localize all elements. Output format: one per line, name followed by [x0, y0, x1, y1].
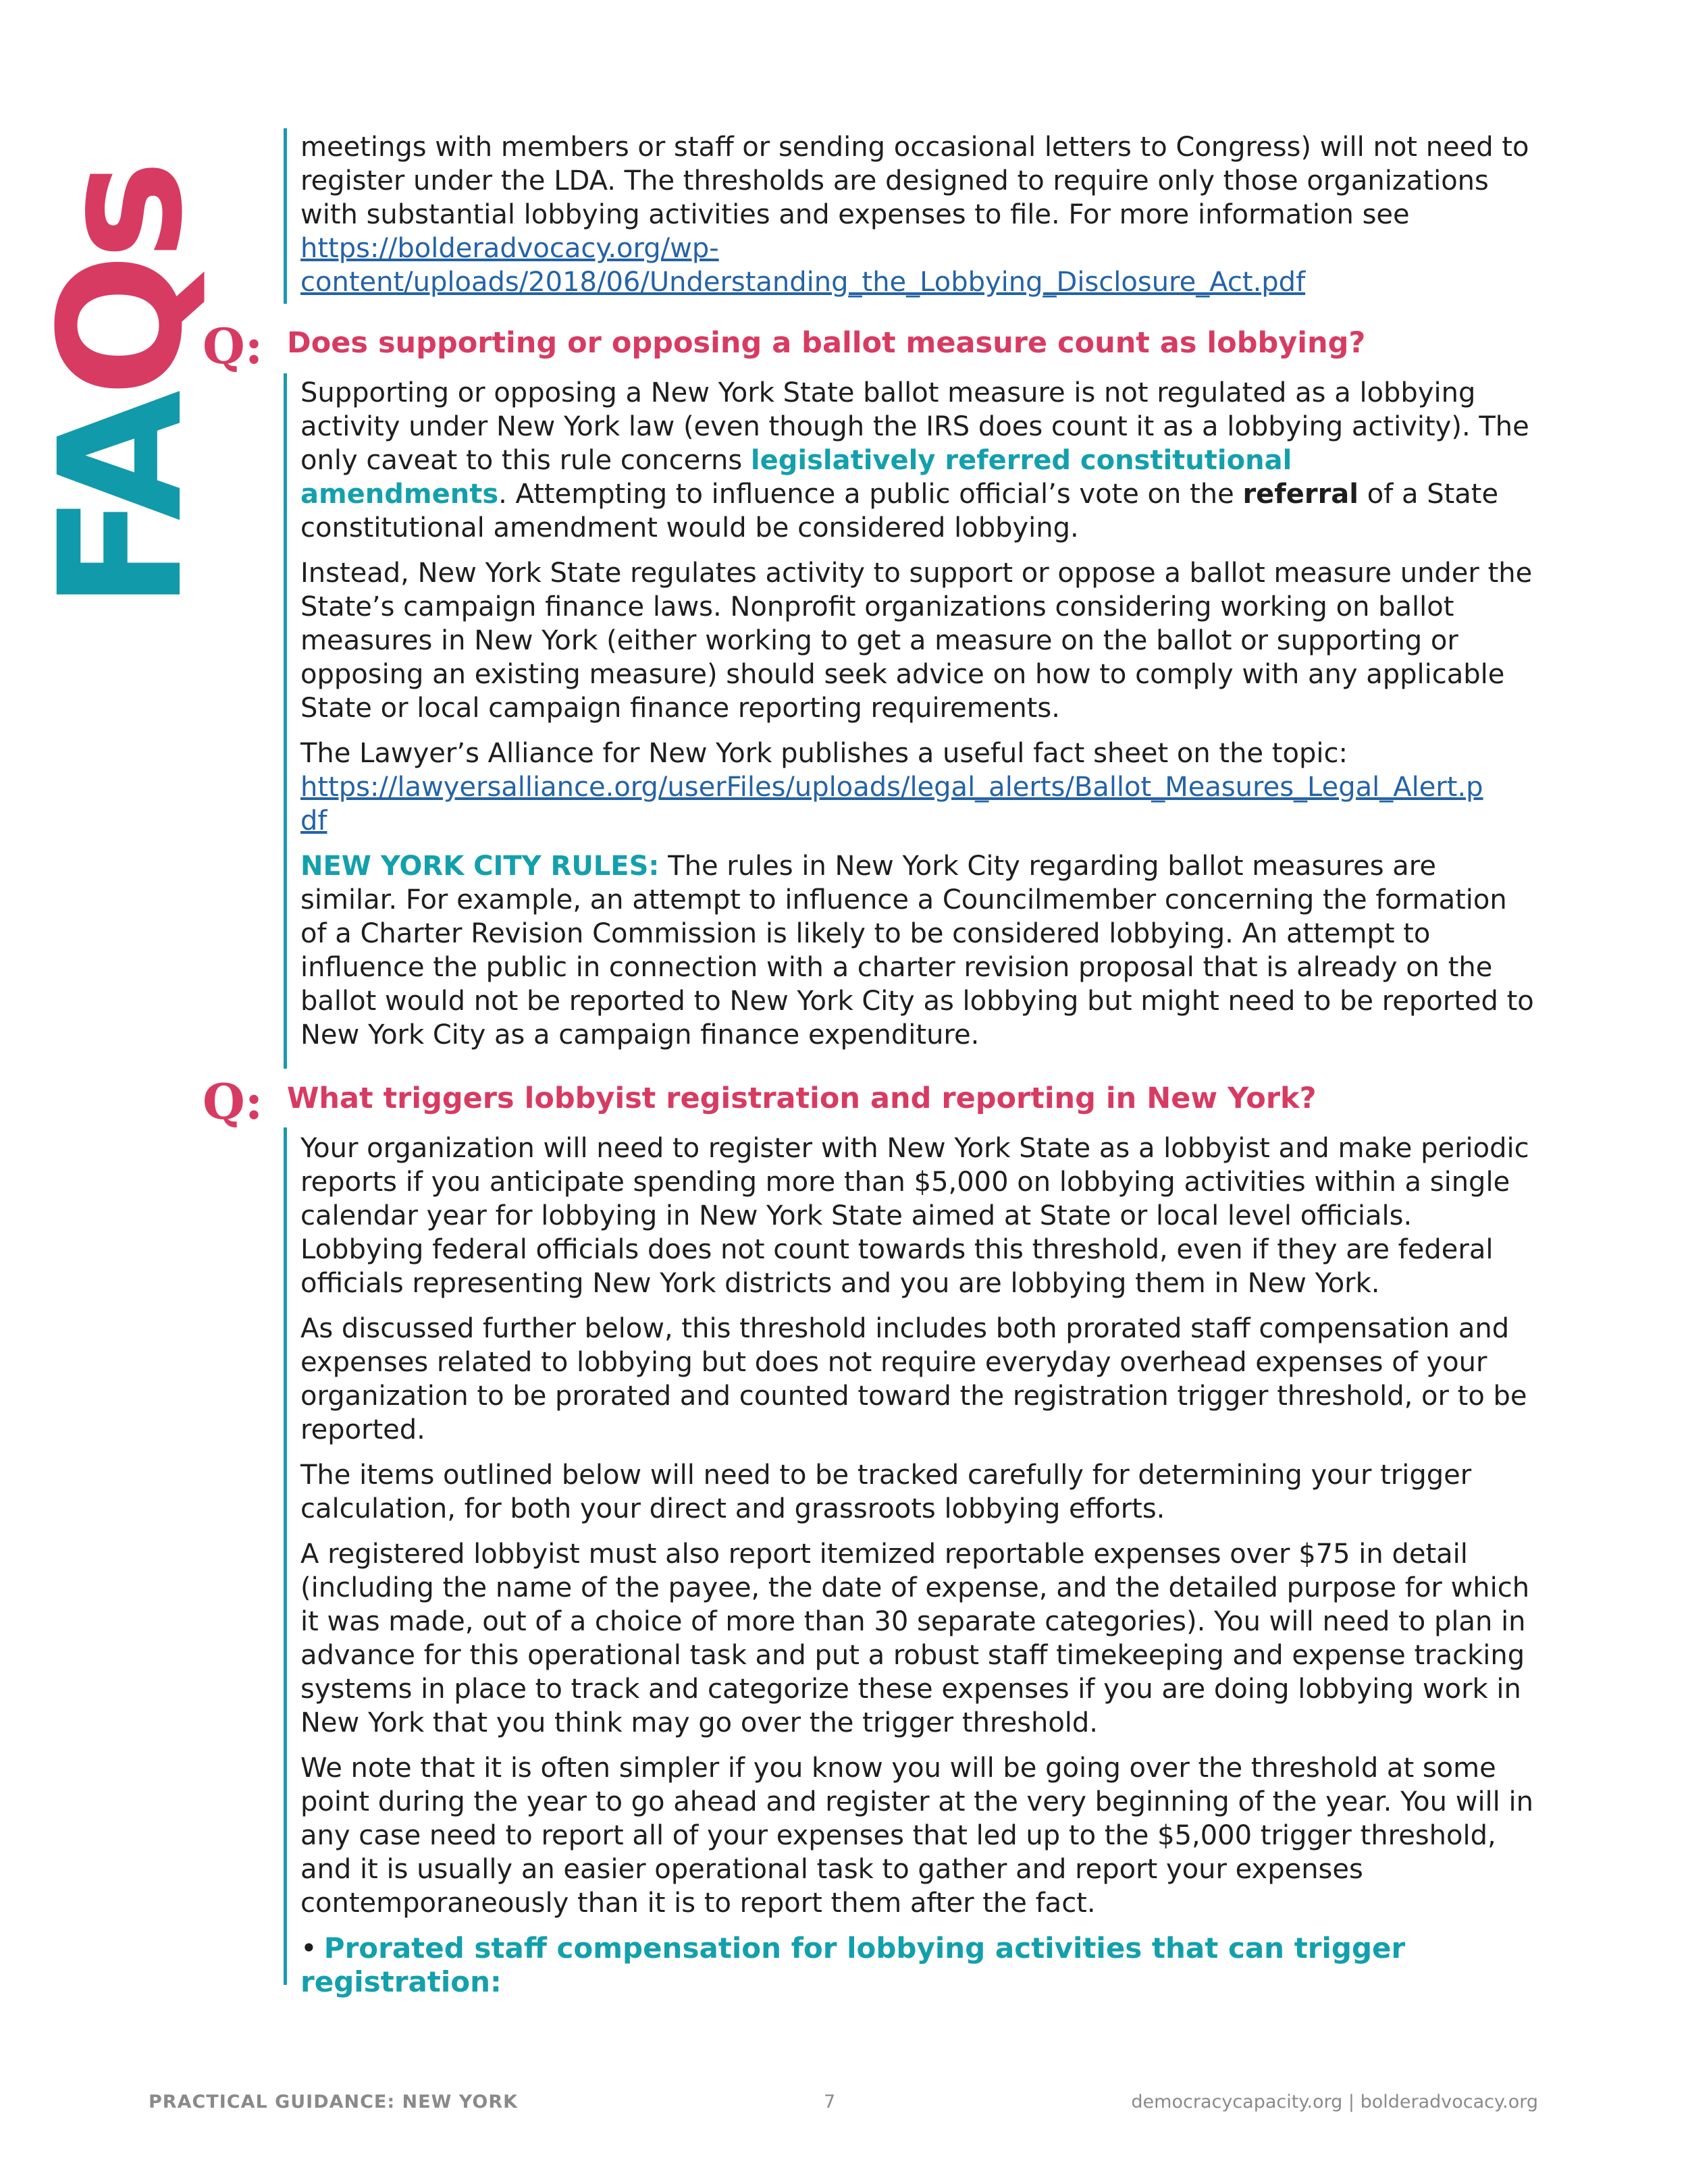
q2-paragraph-4: A registered lobbyist must also report itemized reportable expenses over $75 in detail (including the name of the payee, the date of expense, and the detailed purpose for which it was made, out of a choice of more than 30 separate categories). You will need to plan in advance for this operational task and put a robust staff timekeeping and expense tracking systems in place to track and categorize these expenses if you are doing lobbying work in New York that you think may go over the trigger threshold.: [300, 1539, 1530, 1738]
q1-question: Does supporting or opposing a ballot measure count as lobbying?: [287, 326, 1366, 360]
lawyers-alliance-link-part1[interactable]: https://lawyersalliance.org/userFiles/uploads/legal_alerts/Ballot_Measures_Legal_Alert.p: [300, 772, 1483, 803]
q2-paragraph-3: The items outlined below will need to be tracked carefully for determining your trigger calculation, for both your direct and grassroots lobbying efforts.: [300, 1460, 1472, 1524]
bullet-dot: •: [300, 1932, 317, 1965]
q1-highlight-2: amendments: [300, 479, 499, 510]
lda-link-part2[interactable]: content/uploads/2018/06/Understanding_the_Lobbying_Disclosure_Act.pdf: [300, 267, 1306, 298]
footer-right: democracycapacity.org | bolderadvocacy.org: [1131, 2092, 1538, 2112]
faqs-label-part1: FA: [23, 396, 219, 610]
faqs-label-part2: Qs: [23, 166, 219, 397]
faqs-word: [23, 166, 219, 610]
intro-block: [300, 130, 1536, 311]
lda-link-part1[interactable]: https://bolderadvocacy.org/wp-: [300, 233, 719, 264]
q2-bullet-item: [300, 1932, 1536, 1999]
q1-paragraph-1: [300, 376, 1536, 545]
q2-paragraph-5: We note that it is often simpler if you know you will be going over the threshold at some point during the year to go ahead and register at the very beginning of the year. You will in any case need to report all of your expenses that led up to the $5,000 trigger threshold, and it is usually an easier operational task to gather and report your expenses contemporaneously than it is to report them after the fact.: [300, 1753, 1533, 1919]
q1-p1-text-a: Supporting or opposing a New York State ballot measure is not regulated as a lobbying activity under New York law (even though the IRS does count it as a lobbying activity). The only caveat to this rule concerns: [300, 377, 1529, 476]
q2-question: What triggers lobbyist registration and reporting in New York?: [287, 1082, 1317, 1115]
q2-answer: [300, 1131, 1536, 2010]
intro-paragraph: [300, 130, 1536, 299]
intro-text: meetings with members or staff or sending occasional letters to Congress) will not need to register under the LDA. The thresholds are designed to require only those organizations with substantial lobbying activities and expenses to file. For more information see: [300, 132, 1529, 230]
q1-highlight-1: legislatively referred constitutional: [750, 445, 1292, 476]
q2-paragraph-2: As discussed further below, this threshold includes both prorated staff compensation and expenses related to lobbying but does not require everyday overhead expenses of your organization to be prorated and counted toward the registration trigger threshold, or to be reported.: [300, 1313, 1527, 1445]
section-rule-q2: [284, 1127, 287, 1985]
faqs-side-label: [23, 145, 219, 631]
lawyers-alliance-link-part2[interactable]: df: [300, 805, 327, 836]
q2-marker: Q:: [203, 1073, 263, 1130]
q1-p1-text-c: of a State constitutional amendment would be considered lobbying.: [300, 479, 1499, 543]
footer-page-number: 7: [824, 2092, 836, 2112]
q2-paragraph-1: Your organization will need to register with New York State as a lobbyist and make periodic reports if you anticipate spending more than $5,000 on lobbying activities within a single calendar year for lobbying in New York State aimed at State or local level officials. Lobbying federal officials does not count towards this threshold, even if they are federal officials representing New York districts and you are lobbying them in New York.: [300, 1133, 1529, 1299]
q1-paragraph-3: [300, 737, 1536, 838]
section-rule-q1: [284, 373, 287, 1069]
section-rule-intro: [284, 128, 287, 304]
nyc-rules-label: NEW YORK CITY RULES:: [300, 851, 660, 882]
q1-answer: [300, 376, 1536, 1063]
q1-p3-text: The Lawyer’s Alliance for New York publishes a useful fact sheet on the topic:: [300, 738, 1348, 769]
q1-p4-text: The rules in New York City regarding ballot measures are similar. For example, an attempt to influence a Councilmember concerning the formation of a Charter Revision Commission is likely to be considered lobbying. An attempt to influence the public in connection with a charter revision proposal that is already on the ballot would not be reported to New York City as lobbying but might need to be reported to New York City as a campaign finance expenditure.: [300, 851, 1534, 1050]
q1-marker: Q:: [203, 317, 263, 375]
footer-left: PRACTICAL GUIDANCE: NEW YORK: [149, 2092, 519, 2112]
q1-referral-bold: referral: [1242, 479, 1359, 510]
q1-p1-text-b: . Attempting to influence a public official’s vote on the: [498, 479, 1243, 510]
prorated-staff-heading: Prorated staff compensation for lobbying activities that can trigger registration:: [300, 1932, 1406, 1998]
q1-paragraph-2: Instead, New York State regulates activity to support or oppose a ballot measure under the State’s campaign finance laws. Nonprofit organizations considering working on ballot measures in New York (either working to get a measure on the ballot or supporting or opposing an existing measure) should seek advice on how to comply with any applicable State or local campaign finance reporting requirements.: [300, 558, 1533, 724]
q1-paragraph-4: [300, 849, 1536, 1052]
